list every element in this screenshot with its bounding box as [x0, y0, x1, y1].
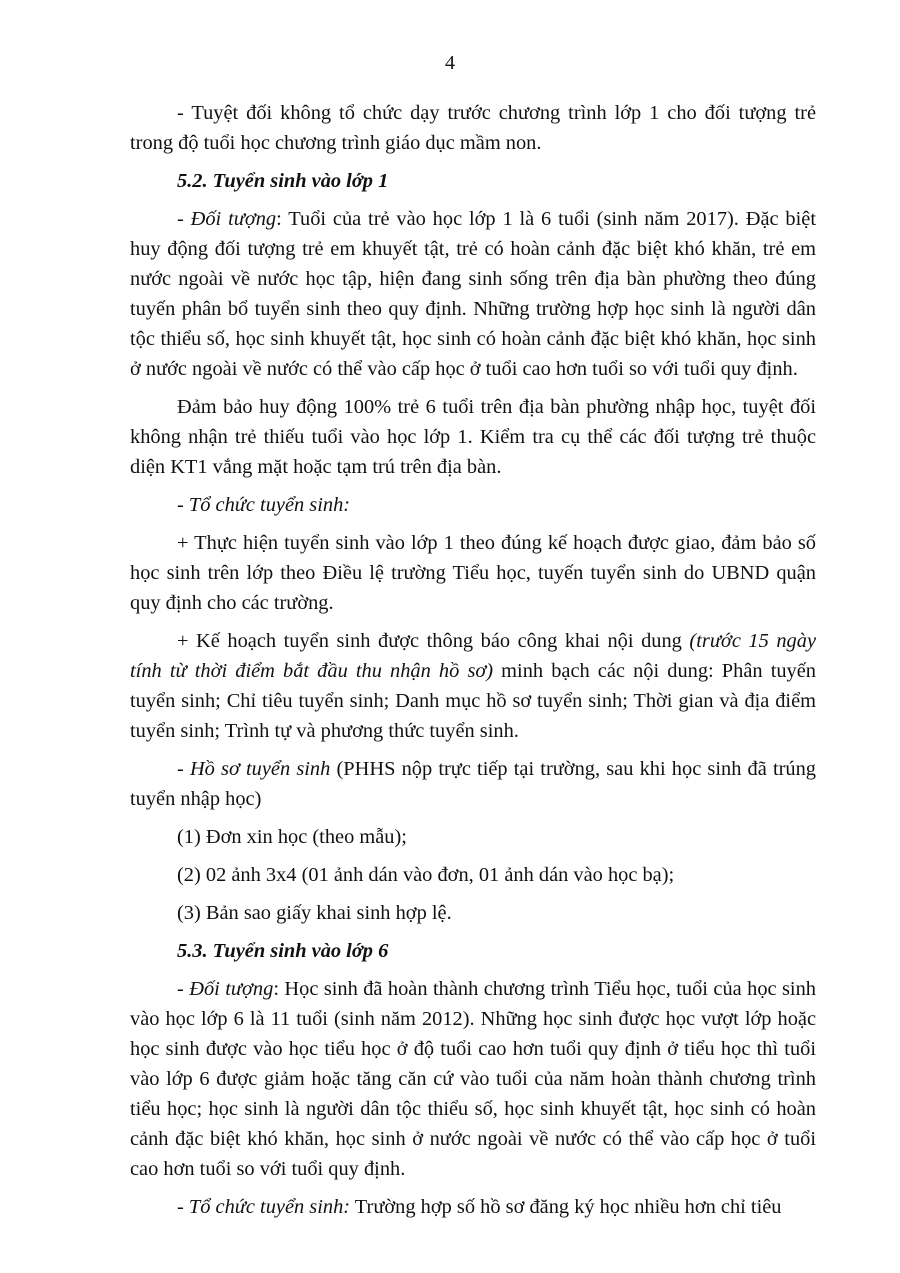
paragraph-text: minh bạch các nội dung: Phân tuyến tuyển sinh; Chỉ tiêu tuyển sinh; Danh mục hồ sơ tuyển sinh; Thời gian và địa điểm tuyển sinh; Trình tự và phương thức tuyển sinh. — [130, 660, 816, 742]
list-item: (2) 02 ảnh 3x4 (01 ảnh dán vào đơn, 01 ảnh dán vào học bạ); — [177, 864, 675, 886]
document-body — [130, 98, 816, 1230]
paragraph — [130, 1192, 816, 1222]
paragraph: Đảm bảo huy động 100% trẻ 6 tuổi trên địa bàn phường nhập học, tuyệt đối không nhận trẻ thiếu tuổi vào học lớp 1. Kiểm tra cụ thể các đối tượng trẻ thuộc diện KT1 vắng mặt hoặc tạm trú trên địa bàn. — [130, 396, 816, 478]
paragraph — [130, 974, 816, 1184]
paragraph — [130, 204, 816, 384]
italic-label: - Đối tượng — [177, 208, 277, 230]
paragraph: - Tuyệt đối không tổ chức dạy trước chương trình lớp 1 cho đối tượng trẻ trong độ tuổi học chương trình giáo dục mầm non. — [130, 102, 816, 154]
section-heading-5-3: 5.3. Tuyển sinh vào lớp 6 — [177, 940, 389, 962]
italic-label: - Tổ chức tuyển sinh: — [177, 494, 351, 516]
paragraph-text: + Kế hoạch tuyển sinh được thông báo công khai nội dung — [177, 630, 690, 652]
paragraph-text: (PHHS nộp trực tiếp tại trường, sau khi học sinh đã trúng tuyển nhập học) — [130, 758, 816, 810]
page-number: 4 — [445, 52, 455, 74]
paragraph — [130, 490, 816, 520]
list-item: (1) Đơn xin học (theo mẫu); — [177, 826, 407, 848]
paragraph-text: : Học sinh đã hoàn thành chương trình Tiểu học, tuổi của học sinh vào học lớp 6 là 11 tuổi (sinh năm 2012). Những học sinh được học vượt lớp hoặc học sinh được vào học tiểu học ở độ tuổi cao hơn tuổi quy định ở tiểu học thì tuổi vào lớp 6 được giảm hoặc tăng căn cứ vào tuổi của năm hoàn thành chương trình tiểu học; học sinh là người dân tộc thiểu số, học sinh khuyết tật, học sinh có hoàn cảnh đặc biệt khó khăn, học sinh ở nước ngoài về nước có thể vào cấp học ở tuổi cao hơn tuổi so với tuổi quy định. — [130, 978, 816, 1180]
paragraph — [130, 626, 816, 746]
italic-label: - Đối tượng — [177, 978, 274, 1000]
paragraph-text: : Tuổi của trẻ vào học lớp 1 là 6 tuổi (sinh năm 2017). Đặc biệt huy động đối tượng trẻ em khuyết tật, trẻ có hoàn cảnh đặc biệt khó khăn, trẻ em nước ngoài về nước học tập, hiện đang sinh sống trên địa bàn phường theo đúng tuyến phân bổ tuyển sinh theo quy định. Những trường hợp học sinh là người dân tộc thiểu số, học sinh khuyết tật, học sinh có hoàn cảnh đặc biệt khó khăn, học sinh ở nước ngoài về nước có thể vào cấp học ở tuổi cao hơn tuổi so với tuổi quy định. — [130, 208, 816, 380]
list-item: (3) Bản sao giấy khai sinh hợp lệ. — [177, 902, 452, 924]
italic-label: - Tổ chức tuyển sinh: — [177, 1196, 351, 1218]
paragraph-text: Trường hợp số hồ sơ đăng ký học nhiều hơn chỉ tiêu — [350, 1196, 782, 1218]
italic-note: (trước 15 ngày tính từ thời điểm bắt đầu thu nhận hồ sơ) — [130, 630, 816, 682]
paragraph — [130, 754, 816, 814]
paragraph: + Thực hiện tuyển sinh vào lớp 1 theo đúng kế hoạch được giao, đảm bảo số học sinh trên lớp theo Điều lệ trường Tiểu học, tuyến tuyển sinh do UBND quận quy định cho các trường. — [130, 532, 816, 614]
italic-label: - Hồ sơ tuyển sinh — [177, 758, 331, 780]
section-heading-5-2: 5.2. Tuyển sinh vào lớp 1 — [177, 170, 389, 192]
